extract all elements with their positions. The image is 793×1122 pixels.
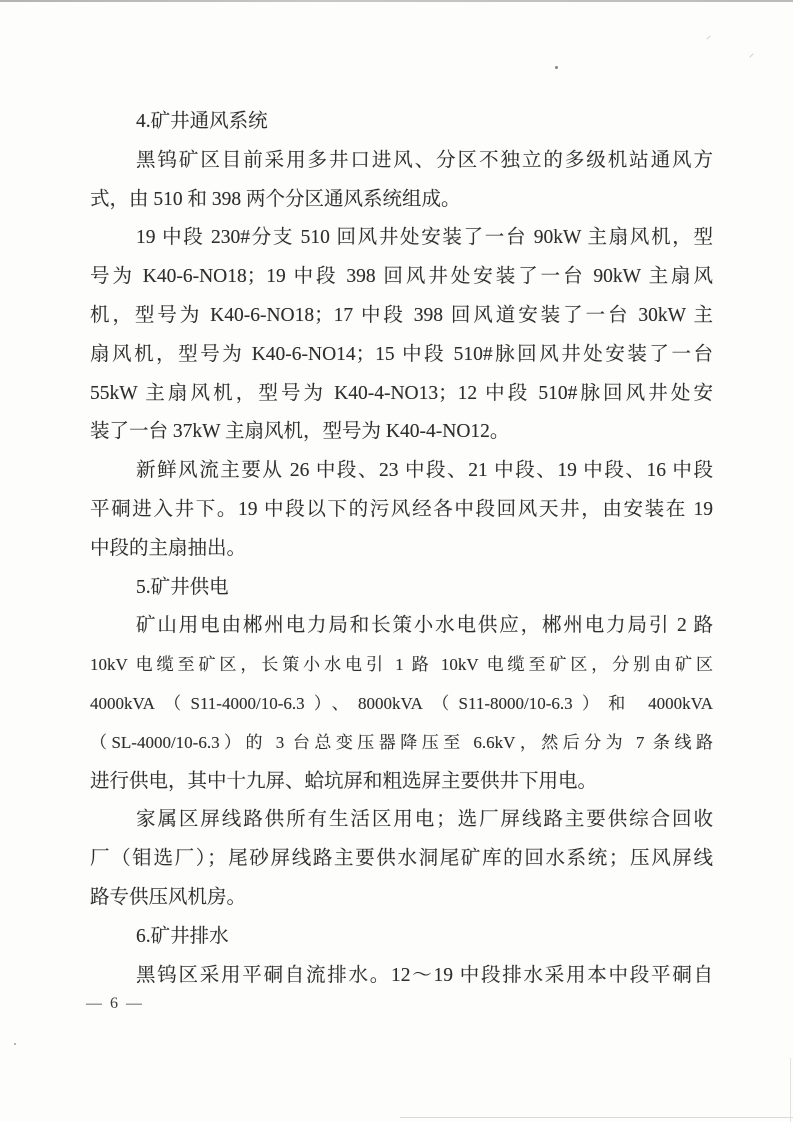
- scan-artifact-mark: [706, 35, 710, 39]
- text-line: 装了一台 37kW 主扇风机，型号为 K40-4-NO12。: [90, 421, 510, 443]
- text-line: 厂（钼选厂）；尾砂屏线路主要供水洞尾矿库的回水系统；压风屏线: [90, 848, 713, 870]
- text-line: （SL-4000/10-6.3）的 3 台总变压器降压至 6.6kV，然后分为 7 条线路: [90, 732, 713, 752]
- scan-top-edge-line: [0, 0, 793, 2]
- scan-artifact-mark: [749, 53, 753, 57]
- text-line: 55kW 主扇风机，型号为 K40-4-NO13；12 中段 510#脉回风井处安: [90, 382, 713, 404]
- text-line: 10kV 电缆至矿区，长策小水电引 1 路 10kV 电缆至矿区，分别由矿区: [90, 655, 713, 675]
- text-line: 黑钨区采用平硐自流排水。12～19 中段排水采用本中段平硐自: [136, 964, 713, 986]
- section-heading-ventilation: 4.矿井通风系统: [136, 111, 268, 132]
- text-line: 4000kVA（S11-4000/10-6.3）、8000kVA（S11-8000/10-6.3）和 4000kVA: [90, 693, 713, 713]
- scan-bottom-edge-line: [400, 1117, 793, 1118]
- text-line: 机，型号为 K40-6-NO18；17 中段 398 回风道安装了一台 30kW 主: [90, 304, 713, 326]
- section-heading-power-supply: 5.矿井供电: [136, 576, 229, 598]
- text-line: 进行供电，其中十九屏、蛤坑屏和粗选屏主要供井下用电。: [90, 770, 598, 792]
- document-text-block: [90, 103, 713, 995]
- text-line: 路专供压风机房。: [90, 886, 247, 908]
- page-number: — 6 —: [86, 995, 144, 1012]
- text-line: 平硐进入井下。19 中段以下的污风经各中段回风天井，由安装在 19: [90, 498, 713, 520]
- text-line: 中段的主扇抽出。: [90, 537, 247, 559]
- text-line: 式，由 510 和 398 两个分区通风系统组成。: [90, 188, 461, 210]
- text-line: 黑钨矿区目前采用多井口进风、分区不独立的多级机站通风方: [136, 149, 713, 171]
- text-line: 矿山用电由郴州电力局和长策小水电供应，郴州电力局引 2 路: [136, 615, 713, 637]
- scan-artifact-dot: [555, 66, 558, 69]
- scan-right-edge-line: [790, 1058, 791, 1122]
- text-line: 19 中段 230#分支 510 回风井处安装了一台 90kW 主扇风机，型: [136, 227, 713, 249]
- text-line: 家属区屏线路供所有生活区用电；选厂屏线路主要供综合回收: [136, 809, 713, 831]
- scan-artifact-dot: [14, 1043, 16, 1045]
- text-line: 号为 K40-6-NO18；19 中段 398 回风井处安装了一台 90kW 主扇风: [90, 266, 713, 288]
- section-heading-drainage: 6.矿井排水: [136, 925, 229, 947]
- text-line: 新鲜风流主要从 26 中段、23 中段、21 中段、19 中段、16 中段: [136, 460, 713, 482]
- text-line: 扇风机，型号为 K40-6-NO14；15 中段 510#脉回风井处安装了一台: [90, 343, 713, 365]
